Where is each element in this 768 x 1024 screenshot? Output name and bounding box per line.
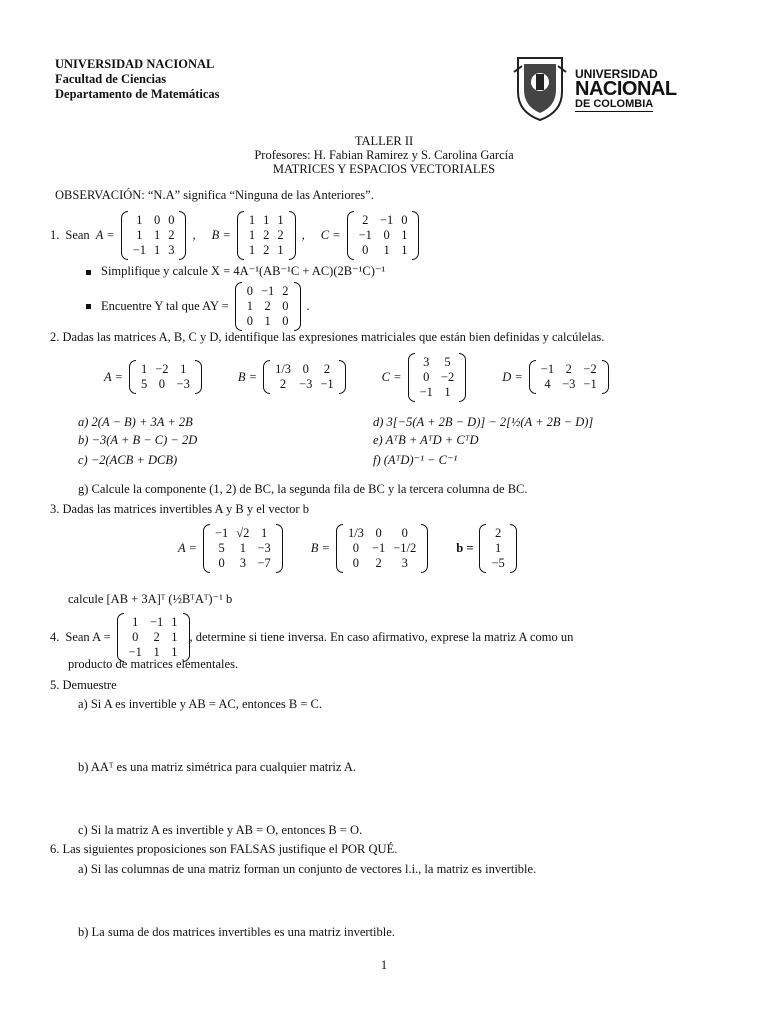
matrix-cell: −3 bbox=[299, 377, 313, 391]
university-shield-icon bbox=[510, 52, 570, 122]
title-line-1: TALLER II bbox=[354, 134, 414, 148]
matrix-right-bracket bbox=[510, 524, 517, 573]
matrix-cell: 0 bbox=[132, 629, 139, 644]
matrix-left-bracket bbox=[129, 360, 136, 394]
matrix-cell: 0 bbox=[282, 298, 289, 313]
matrix-cell: 1 bbox=[277, 242, 284, 257]
matrix-right-bracket bbox=[412, 211, 419, 260]
matrix-a bbox=[117, 613, 190, 662]
title-line-2: Profesores: H. Fabian Ramirez y S. Carolina García bbox=[254, 148, 514, 162]
matrix-label: C = bbox=[320, 227, 341, 242]
matrix-cell: −1 bbox=[358, 227, 372, 242]
problem-2-item-b: b) −3(A + B − C) − 2D bbox=[78, 433, 198, 447]
matrix-cell: 4 bbox=[544, 377, 551, 391]
matrix-cell: −1 bbox=[128, 644, 142, 659]
matrix-cell: 1 bbox=[401, 242, 408, 257]
matrix-cell: 1 bbox=[153, 227, 161, 242]
matrix-left-bracket bbox=[336, 524, 343, 573]
matrix-cell: 1 bbox=[248, 212, 256, 227]
matrix-right-bracket bbox=[276, 524, 283, 573]
matrix-cell: 1 bbox=[495, 540, 502, 555]
matrix-cell: 0 bbox=[282, 313, 289, 328]
matrix-cell: 1 bbox=[153, 644, 160, 659]
matrix-cell: −2 bbox=[155, 362, 169, 376]
matrix-cell: −5 bbox=[491, 555, 505, 570]
logo-underline bbox=[575, 111, 653, 112]
logo-line-3: DE COLOMBIA bbox=[575, 98, 654, 110]
logo-line-2: NACIONAL bbox=[575, 78, 677, 100]
problem-3-calc: calcule [AB + 3A]ᵀ (½BᵀAᵀ)⁻¹ b bbox=[68, 592, 233, 606]
matrix-left-bracket bbox=[237, 211, 244, 260]
matrix-cell: −1 bbox=[260, 283, 275, 298]
matrix-d bbox=[529, 360, 609, 394]
problem-1-matrices: 1. Sean A = 1 0 0 1 1 2 −1 1 3 , B = 1 1 1 1 2 2 1 2 1 , C = 2 −1 0 −1 0 1 0 1 1 bbox=[50, 212, 425, 258]
matrix-cell: 5 bbox=[218, 540, 225, 555]
matrix-cell: 3 bbox=[239, 555, 246, 570]
problem-3-text: 3. Dadas las matrices invertibles A y B y el vector b bbox=[50, 502, 309, 516]
problem-6-item-b: b) La suma de dos matrices invertibles es una matriz invertible. bbox=[78, 925, 395, 939]
problem-2-item-d: d) 3[−5(A + 2B − D)] − 2[½(A + 2B − D)] bbox=[373, 415, 594, 429]
matrix-cell: 1 bbox=[132, 614, 139, 629]
matrix-left-bracket bbox=[408, 353, 415, 402]
matrix-cell: 2 bbox=[362, 212, 369, 227]
matrix-right-bracket bbox=[179, 211, 186, 260]
matrix-cell: √2 bbox=[236, 525, 250, 540]
problem-6-item-a: a) Si las columnas de una matriz forman un conjunto de vectores l.i., la matriz es invertible. bbox=[78, 862, 537, 876]
matrix-cell: 2 bbox=[153, 629, 160, 644]
matrix-a bbox=[129, 360, 202, 394]
matrix-cell: 1 bbox=[277, 212, 284, 227]
matrix-left-bracket bbox=[263, 360, 270, 394]
matrix-cell: 2 bbox=[168, 227, 175, 242]
problem-intro: Sean bbox=[65, 227, 90, 242]
problem-4-line: 4. Sean A = 1 −1 1 0 2 1 −1 1 1 , determine si tiene inversa. En caso afirmativo, exprese la matriz A como un bbox=[50, 614, 579, 660]
matrix-b bbox=[237, 211, 296, 260]
problem-5-item-b: b) AAᵀ es una matriz simétrica para cualquier matriz A. bbox=[78, 760, 357, 774]
matrix-cell: 5 bbox=[140, 377, 148, 391]
matrix-cell: 1 bbox=[264, 313, 271, 328]
matrix-cell: 1/3 bbox=[347, 525, 364, 540]
matrix-cell: 1 bbox=[444, 384, 451, 399]
matrix-cell: 0 bbox=[352, 540, 360, 555]
page-number: 1 bbox=[380, 958, 388, 972]
matrix-right-bracket bbox=[183, 613, 190, 662]
matrix-cell: 0 bbox=[362, 242, 369, 257]
bullet-icon bbox=[86, 270, 91, 275]
problem-number: 1. bbox=[50, 227, 60, 242]
matrix-cell: 0 bbox=[246, 313, 253, 328]
logo-line-1: UNIVERSIDAD bbox=[575, 67, 658, 81]
matrix-cell: 1 bbox=[248, 227, 256, 242]
matrix-cell: 3 bbox=[423, 354, 430, 369]
matrix-cell: 0 bbox=[246, 283, 253, 298]
matrix-cell: 0 bbox=[375, 525, 382, 540]
matrix-right-bracket bbox=[421, 524, 428, 573]
matrix-cell: 1 bbox=[136, 227, 143, 242]
matrix-cell: 1 bbox=[263, 212, 270, 227]
matrix-cell: 0 bbox=[423, 369, 430, 384]
matrix-cell: 0 bbox=[158, 377, 166, 391]
matrix-cell: 0 bbox=[383, 227, 390, 242]
matrix-cell: 0 bbox=[168, 212, 175, 227]
matrix-cell: 0 bbox=[401, 212, 408, 227]
title-line-3: MATRICES Y ESPACIOS VECTORIALES bbox=[272, 162, 496, 176]
matrix-cell: 2 bbox=[282, 283, 289, 298]
matrix-cell: 2 bbox=[323, 362, 331, 376]
problem-3-matrices: A = −1 √2 1 5 1 −3 0 3 −7 B = 1/3 0 0 0 −1 −1/2 0 2 3 b = 2 1 −5 bbox=[178, 525, 523, 571]
matrix-cell: −7 bbox=[257, 555, 271, 570]
matrix-cell: 2 bbox=[263, 227, 270, 242]
matrix-cell: −2 bbox=[583, 362, 597, 376]
problem-1-bullet-1: Simplifique y calcule X = 4A⁻¹(AB⁻¹C + AC)(2B⁻¹C)⁻¹ bbox=[86, 263, 385, 279]
problem-2-item-f: f) (AᵀD)⁻¹ − C⁻¹ bbox=[373, 453, 458, 467]
matrix-cell: 1 bbox=[180, 362, 187, 376]
matrix-cell: 1 bbox=[136, 212, 143, 227]
matrix-cell: 0 bbox=[218, 555, 225, 570]
matrix-b bbox=[263, 360, 346, 394]
matrix-cell: 0 bbox=[153, 212, 161, 227]
matrix-m bbox=[235, 282, 301, 331]
matrix-cell: 2 bbox=[277, 227, 284, 242]
matrix-label: B = bbox=[211, 227, 231, 242]
matrix-cell: −3 bbox=[176, 377, 190, 391]
matrix-cell: 3 bbox=[401, 555, 408, 570]
matrix-left-bracket bbox=[347, 211, 354, 260]
matrix-right-bracket bbox=[602, 360, 609, 394]
matrix-cell: −1 bbox=[419, 384, 433, 399]
matrix-cell: −1 bbox=[132, 242, 146, 257]
matrix-left-bracket bbox=[235, 282, 242, 331]
matrix-cell: 5 bbox=[444, 354, 451, 369]
observation: OBSERVACIÓN: “N.A” significa “Ninguna de las Anteriores”. bbox=[55, 188, 374, 202]
matrix-cell: 2 bbox=[264, 298, 271, 313]
matrix-cell: 0 bbox=[401, 525, 408, 540]
matrix-cell: −1 bbox=[371, 540, 386, 555]
matrix-cell: 1 bbox=[239, 540, 246, 555]
matrix-left-bracket bbox=[117, 613, 124, 662]
matrix-cell: −1 bbox=[149, 614, 164, 629]
problem-2-item-g: g) Calcule la componente (1, 2) de BC, la segunda fila de BC y la tercera columna de BC. bbox=[78, 482, 528, 496]
matrix-cell: −1 bbox=[379, 212, 394, 227]
matrix-cell: −2 bbox=[440, 369, 455, 384]
matrix-cell: 1 bbox=[171, 614, 178, 629]
matrix-right-bracket bbox=[294, 282, 301, 331]
matrix-cell: 2 bbox=[375, 555, 382, 570]
matrix-cell: −3 bbox=[562, 377, 576, 391]
matrix-cell: −3 bbox=[257, 540, 271, 555]
matrix-left-bracket bbox=[479, 524, 486, 573]
problem-2-item-a: a) 2(A − B) + 3A + 2B bbox=[78, 415, 193, 429]
problem-5-item-c: c) Si la matriz A es invertible y AB = O, entonces B = O. bbox=[78, 823, 363, 837]
matrix-a bbox=[203, 524, 283, 573]
matrix-right-bracket bbox=[195, 360, 202, 394]
problem-2-item-e: e) AᵀB + AᵀD + CᵀD bbox=[373, 433, 479, 447]
matrix-c bbox=[347, 211, 420, 260]
matrix-right-bracket bbox=[289, 211, 296, 260]
matrix-cell: 1 bbox=[171, 629, 178, 644]
bullet-icon bbox=[86, 304, 91, 309]
faculty-name: Facultad de Ciencias bbox=[55, 72, 167, 86]
problem-4-text-2: producto de matrices elementales. bbox=[68, 657, 239, 671]
department-name: Departamento de Matemáticas bbox=[55, 87, 220, 101]
matrix-label: A = bbox=[95, 227, 115, 242]
problem-5-item-a: a) Si A es invertible y AB = AC, entonces B = C. bbox=[78, 697, 322, 711]
problem-1-bullet-2: Encuentre Y tal que AY = 0 −1 2 1 2 0 0 1 0 . bbox=[86, 283, 316, 329]
matrix-cell: 2 bbox=[263, 242, 270, 257]
matrix-right-bracket bbox=[339, 360, 346, 394]
matrix-cell: 3 bbox=[168, 242, 175, 257]
matrix-cell: 1 bbox=[248, 242, 256, 257]
matrix-left-bracket bbox=[529, 360, 536, 394]
matrix-cell: 2 bbox=[495, 525, 502, 540]
problem-2-matrices: A = 1 −2 1 5 0 −3 B = 1/3 0 2 2 −3 −1 C = 3 5 0 −2 −1 1 D = −1 2 −2 4 −3 −1 bbox=[104, 354, 615, 400]
matrix-cell: 2 bbox=[565, 362, 572, 376]
matrix-cell: 0 bbox=[302, 362, 309, 376]
matrix-cell: −1 bbox=[540, 362, 555, 376]
matrix-left-bracket bbox=[203, 524, 210, 573]
matrix-cell: 1 bbox=[153, 242, 161, 257]
matrix-c bbox=[408, 353, 467, 402]
university-name: UNIVERSIDAD NACIONAL bbox=[55, 57, 215, 71]
problem-5-text: 5. Demuestre bbox=[50, 678, 117, 692]
matrix-cell: 1 bbox=[260, 525, 268, 540]
matrix-right-bracket bbox=[459, 353, 466, 402]
matrix-a bbox=[121, 211, 187, 260]
vector-b bbox=[479, 524, 516, 573]
matrix-cell: −1/2 bbox=[393, 540, 417, 555]
matrix-left-bracket bbox=[121, 211, 128, 260]
matrix-cell: 1 bbox=[140, 362, 148, 376]
matrix-b bbox=[336, 524, 428, 573]
matrix-cell: 1/3 bbox=[275, 362, 292, 376]
problem-6-text: 6. Las siguientes proposiciones son FALSAS justifique el POR QUÉ. bbox=[50, 842, 398, 856]
matrix-cell: 1 bbox=[171, 644, 178, 659]
matrix-cell: 1 bbox=[246, 298, 253, 313]
matrix-cell: −1 bbox=[214, 525, 229, 540]
matrix-cell: −1 bbox=[583, 377, 597, 391]
problem-2-item-c: c) −2(ACB + DCB) bbox=[78, 453, 178, 467]
matrix-cell: 2 bbox=[279, 377, 287, 391]
problem-2-text: 2. Dadas las matrices A, B, C y D, identifique las expresiones matriciales que están bien definidas y calcúlelas. bbox=[50, 330, 605, 344]
matrix-cell: −1 bbox=[320, 377, 334, 391]
matrix-cell: 0 bbox=[352, 555, 360, 570]
matrix-cell: 1 bbox=[383, 242, 390, 257]
matrix-cell: 1 bbox=[401, 227, 408, 242]
